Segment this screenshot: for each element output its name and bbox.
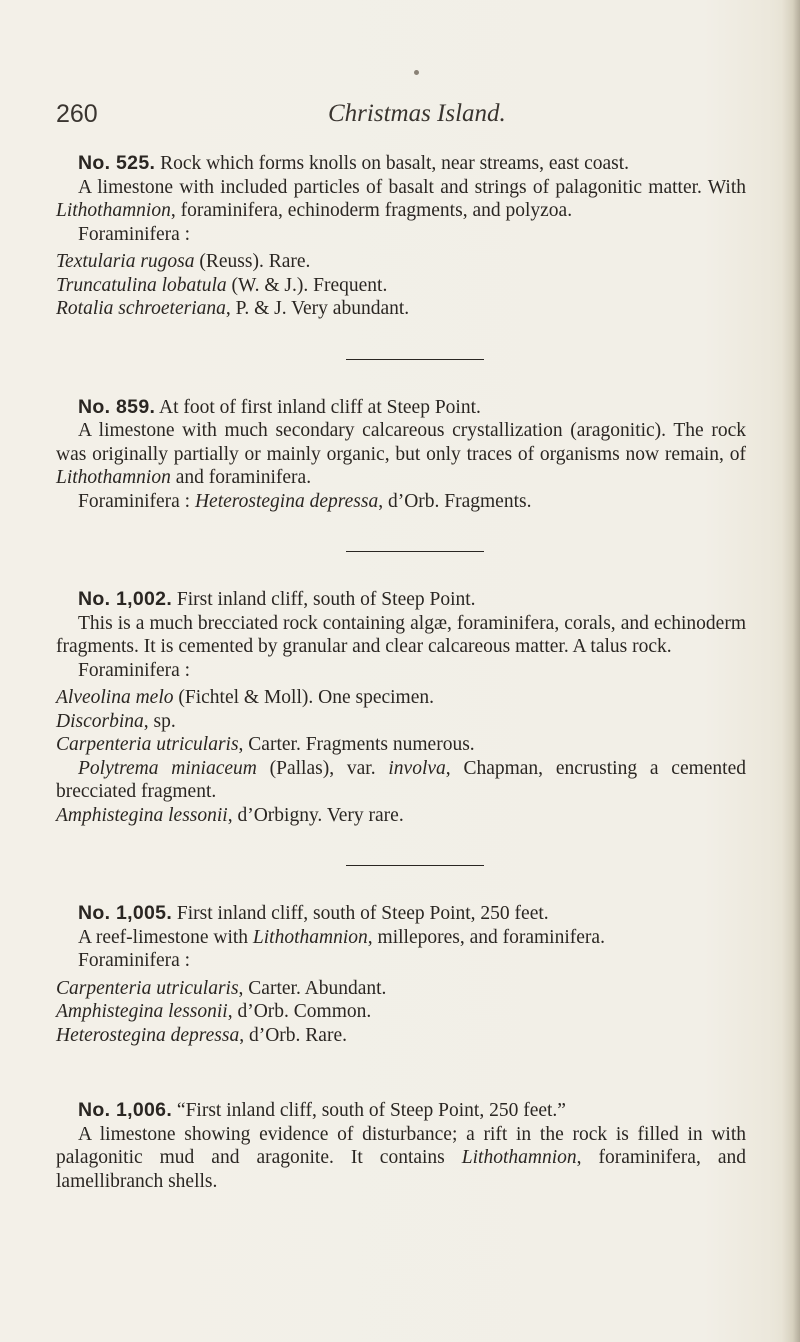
- species-item: Carpenteria utricularis, Carter. Fragments numerous.: [56, 734, 475, 755]
- specimen-entry-1006: [56, 1099, 746, 1193]
- page-speck: [414, 70, 419, 75]
- foraminifera-heading: Foraminifera :: [78, 659, 191, 681]
- specimen-description: This is a much brecciated rock containing algæ, foraminifera, corals, and echinoderm fragments. It is cemented by granular and clear calcareous matter. A talus rock.: [56, 612, 746, 657]
- species-item: Heterostegina depressa, d’Orb. Rare.: [56, 1024, 347, 1046]
- specimen-number: No. 525.: [78, 152, 156, 174]
- specimen-location: First inland cliff, south of Steep Point, 250 feet.: [176, 903, 549, 924]
- specimen-location: “First inland cliff, south of Steep Point, 250 feet.”: [176, 1100, 566, 1121]
- page-number: 260: [56, 100, 98, 128]
- specimen-entry-1005: [56, 902, 746, 1047]
- species-item: Polytrema miniaceum (Pallas), var. involva, Chapman, encrusting a cemented brecciated fragment.: [56, 757, 747, 802]
- entry-heading: [56, 1099, 746, 1123]
- specimen-entry-859: [56, 396, 746, 514]
- species-list: [56, 250, 746, 321]
- species-list: [56, 977, 746, 1048]
- section-divider: [346, 865, 484, 866]
- entry-heading: [56, 902, 746, 926]
- entry-heading: [56, 396, 746, 420]
- specimen-entry-1002: [56, 588, 746, 827]
- specimen-number: No. 1,006.: [78, 1099, 173, 1121]
- species-item: Truncatulina lobatula (W. & J.). Frequent.: [56, 274, 388, 296]
- species-list: [56, 686, 746, 827]
- entry-heading: [56, 152, 746, 176]
- species-item: Discorbina, sp.: [56, 710, 176, 732]
- specimen-number: No. 1,005.: [78, 902, 173, 924]
- specimen-location: Rock which forms knolls on basalt, near streams, east coast.: [160, 153, 630, 174]
- specimen-description: A limestone showing evidence of disturbance; a rift in the rock is filled in with palagonitic mud and aragonite. It contains Lithothamnion, foraminifera, and lamellibranch shells.: [56, 1123, 746, 1192]
- specimen-number: No. 859.: [78, 395, 156, 418]
- foraminifera-line: Foraminifera : Heterostegina depressa, d’Orb. Fragments.: [78, 490, 532, 512]
- genus-name: Lithothamnion: [56, 467, 171, 488]
- specimen-number: No. 1,002.: [78, 588, 173, 610]
- species-item: Textularia rugosa (Reuss). Rare.: [56, 251, 311, 272]
- specimen-location: At foot of first inland cliff at Steep Point.: [159, 396, 481, 418]
- section-divider: [346, 359, 484, 360]
- foraminifera-heading: Foraminifera :: [78, 950, 191, 971]
- foraminifera-heading: Foraminifera :: [78, 223, 191, 245]
- species-item: Rotalia schroeteriana, P. & J. Very abundant.: [56, 298, 410, 319]
- specimen-entry-525: [56, 152, 746, 321]
- species-item: Amphistegina lessonii, d’Orb. Common.: [56, 1001, 372, 1022]
- specimen-location: First inland cliff, south of Steep Point.: [176, 589, 476, 610]
- genus-name: Lithothamnion: [461, 1147, 577, 1168]
- genus-name: Lithothamnion: [56, 200, 171, 221]
- specimen-description: A limestone with included particles of basalt and strings of palagonitic matter. With Lithothamnion, foraminifera, echinoderm fragments, and polyzoa.: [56, 176, 746, 221]
- page-edge-shadow: [782, 0, 800, 1342]
- species-item: Alveolina melo (Fichtel & Moll). One specimen.: [56, 687, 435, 708]
- page-body: [56, 152, 746, 1193]
- species-item: Amphistegina lessonii, d’Orbigny. Very rare.: [56, 804, 404, 826]
- section-divider: [346, 551, 484, 552]
- species-item: Carpenteria utricularis, Carter. Abundant.: [56, 977, 387, 999]
- running-title: Christmas Island.: [328, 100, 506, 127]
- entry-heading: [56, 588, 746, 612]
- specimen-description: A reef-limestone with Lithothamnion, millepores, and foraminifera.: [78, 926, 605, 948]
- genus-name: Lithothamnion: [252, 926, 368, 948]
- page-header: [56, 100, 746, 138]
- specimen-description: A limestone with much secondary calcareous crystallization (aragonitic). The rock was originally partially or mainly organic, but only traces of organisms now remain, of Lithothamnion and foraminifera.: [56, 420, 746, 488]
